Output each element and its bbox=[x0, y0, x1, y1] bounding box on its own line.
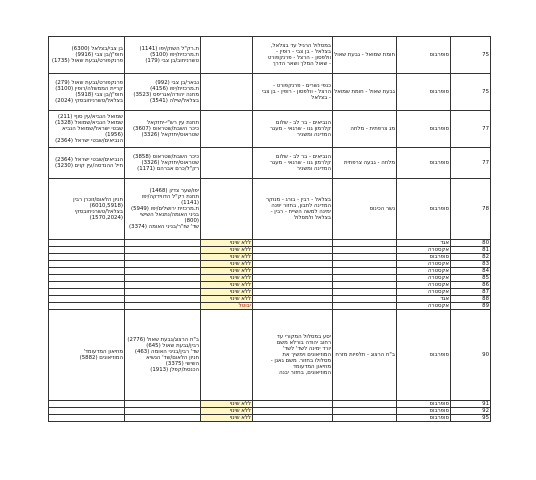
table-row bbox=[49, 179, 491, 240]
route-cell: במסלול הרגיל עד בצלאל, בצלאל - בן צבי - רופין - וולפסון - הרצל - פרנקפורט - שאול המלך ושאר הדרך bbox=[253, 37, 333, 74]
stops-added-cell: שמואל הנביא/עין סוף (211) שמואל הנביא/שמואל (1328) שבטי ישראל/שמואל הנביא (1956) הנביאים/שבטי ישראל (2364) bbox=[49, 111, 125, 148]
operator-cell: אגד bbox=[397, 296, 451, 303]
line-number-cell: 90 bbox=[451, 310, 491, 401]
stops-added-cell bbox=[49, 303, 125, 310]
status-cell: ללא שינוי bbox=[201, 289, 253, 296]
status-cell: ללא שינוי bbox=[201, 282, 253, 289]
stops-cancelled-cell bbox=[125, 401, 201, 408]
status-cell bbox=[201, 74, 253, 111]
line-number-cell: 95 bbox=[451, 415, 491, 422]
stops-added-cell bbox=[49, 254, 125, 261]
line-number-cell: 82 bbox=[451, 254, 491, 261]
stops-added-cell bbox=[49, 282, 125, 289]
direction-cell: גבעת שאול - חומת שמואל bbox=[333, 74, 397, 111]
route-cell bbox=[253, 240, 333, 247]
line-number-cell: 77 bbox=[451, 148, 491, 179]
table-row bbox=[49, 74, 491, 111]
operator-cell: סופרבוס bbox=[397, 179, 451, 240]
operator-cell: סופרבוס bbox=[397, 148, 451, 179]
table-row bbox=[49, 310, 491, 401]
line-number-cell: 89 bbox=[451, 303, 491, 310]
route-cell bbox=[253, 254, 333, 261]
stops-added-cell bbox=[49, 415, 125, 422]
table-body bbox=[49, 37, 491, 422]
operator-cell: סופרבוס bbox=[397, 37, 451, 74]
direction-cell bbox=[333, 261, 397, 268]
stops-added-cell bbox=[49, 261, 125, 268]
direction-cell bbox=[333, 401, 397, 408]
status-cell: יבוטל bbox=[201, 303, 253, 310]
status-cell: ללא שינוי bbox=[201, 261, 253, 268]
stops-cancelled-cell: תחנת עין רש"י-יחזקאל כיכר השבת/שטראוס (3607) שטראוס/יחזקאל (3326) bbox=[125, 111, 201, 148]
line-number-cell: 78 bbox=[451, 179, 491, 240]
operator-cell: אקסטרה bbox=[397, 247, 451, 254]
operator-cell: סופרבוס bbox=[397, 254, 451, 261]
operator-cell: סופרבוס bbox=[397, 401, 451, 408]
route-cell bbox=[253, 275, 333, 282]
status-cell bbox=[201, 37, 253, 74]
status-cell: ללא שינוי bbox=[201, 240, 253, 247]
stops-added-cell: פרנקפורט/גבעת שאול (279) קריית הממשלה/רופין (3100) חופ"ן/בן צבי (5918) בצלאל/טשרניחובסקי (2024) bbox=[49, 74, 125, 111]
status-cell: ללא שינוי bbox=[201, 254, 253, 261]
operator-cell: סופרבוס bbox=[397, 415, 451, 422]
stops-added-cell: מוזיאון המדעומד' המוזיאונים (5882) bbox=[49, 310, 125, 401]
route-cell bbox=[253, 296, 333, 303]
direction-cell bbox=[333, 268, 397, 275]
stops-added-cell bbox=[49, 296, 125, 303]
table-row bbox=[49, 408, 491, 415]
table-row bbox=[49, 275, 491, 282]
status-cell: ללא שינוי bbox=[201, 296, 253, 303]
direction-cell bbox=[333, 282, 397, 289]
route-changes-table bbox=[48, 36, 491, 422]
table-row bbox=[49, 254, 491, 261]
stops-cancelled-cell bbox=[125, 296, 201, 303]
line-number-cell: 91 bbox=[451, 401, 491, 408]
direction-cell: חומת שמואל - גבעת שאול bbox=[333, 37, 397, 74]
status-cell: ללא שינוי bbox=[201, 415, 253, 422]
stops-cancelled-cell bbox=[125, 415, 201, 422]
stops-added-cell bbox=[49, 275, 125, 282]
status-cell bbox=[201, 179, 253, 240]
operator-cell: אקסטרה bbox=[397, 303, 451, 310]
table-row bbox=[49, 401, 491, 408]
operator-cell: סופרבוס bbox=[397, 310, 451, 401]
table-row bbox=[49, 415, 491, 422]
table-row bbox=[49, 247, 491, 254]
stops-added-cell bbox=[49, 408, 125, 415]
stops-cancelled-cell bbox=[125, 303, 201, 310]
route-cell: הנביאים - בר לב - שלום קלרמון גנו - שרגאי - מעגר המדינה ומשניר bbox=[253, 148, 333, 179]
direction-cell bbox=[333, 247, 397, 254]
stops-cancelled-cell: נבאר/בן צבי (992) ת.מרכזית/יפו (4156) מחנה יהודה/אגריפס (3523) בצלאל/שילה (3541) bbox=[125, 74, 201, 111]
line-number-cell: 77 bbox=[451, 111, 491, 148]
stops-added-cell bbox=[49, 247, 125, 254]
route-cell bbox=[253, 303, 333, 310]
route-cell: בצלאל - רבין - בורג - מנוקר המדינה לתבון, בחזור יפנה ימינה למשה השייח - רבין - בצלאל ולמסלול bbox=[253, 179, 333, 240]
line-number-cell: 75 bbox=[451, 37, 491, 74]
stops-added-cell: חניון הלאום/זוכרן רבין (6010,5918) בצלאל/טשרניחובסקי (1570,2024) bbox=[49, 179, 125, 240]
direction-cell bbox=[333, 296, 397, 303]
status-cell bbox=[201, 310, 253, 401]
stops-cancelled-cell: יפו/שער צדק (1468) תחנת רק"ל הדווידקה/יפו (1141) ת.מרכזית ירושלים/יפו (5949) בניני האומה/נתנאל השישי (800) שד' שז"ר/בניני האומה (3374) bbox=[125, 179, 201, 240]
table-row bbox=[49, 37, 491, 74]
route-cell: כנפי נשרים - פרנקפורט - הרצל - וולפסון - רופין - בן צבי - בצלאל bbox=[253, 74, 333, 111]
operator-cell: אקסטרה bbox=[397, 282, 451, 289]
stops-added-cell bbox=[49, 240, 125, 247]
operator-cell: סופרבוס bbox=[397, 111, 451, 148]
operator-cell: סופרבוס bbox=[397, 74, 451, 111]
stops-cancelled-cell bbox=[125, 254, 201, 261]
status-cell: ללא שינוי bbox=[201, 247, 253, 254]
stops-cancelled-cell bbox=[125, 268, 201, 275]
route-cell bbox=[253, 289, 333, 296]
status-cell bbox=[201, 148, 253, 179]
operator-cell: אקסטרה bbox=[397, 275, 451, 282]
direction-cell bbox=[333, 415, 397, 422]
table-row bbox=[49, 296, 491, 303]
route-cell bbox=[253, 268, 333, 275]
direction-cell bbox=[333, 303, 397, 310]
direction-cell: מלחה - גבעה צרפתית bbox=[333, 148, 397, 179]
direction-cell: מג צרפתית - מלחה bbox=[333, 111, 397, 148]
stops-added-cell bbox=[49, 268, 125, 275]
table-row bbox=[49, 111, 491, 148]
table-row bbox=[49, 303, 491, 310]
stops-added-cell: הנביאים/שבטי ישראל (2364) חיל ההנדסה/עין קוים (3230) bbox=[49, 148, 125, 179]
stops-cancelled-cell bbox=[125, 247, 201, 254]
table-row bbox=[49, 289, 491, 296]
route-cell bbox=[253, 282, 333, 289]
status-cell: ללא שינוי bbox=[201, 401, 253, 408]
line-number-cell: 85 bbox=[451, 275, 491, 282]
operator-cell: אקסטרה bbox=[397, 261, 451, 268]
line-number-cell: 80 bbox=[451, 240, 491, 247]
stops-added-cell bbox=[49, 401, 125, 408]
direction-cell bbox=[333, 408, 397, 415]
stops-cancelled-cell bbox=[125, 261, 201, 268]
status-cell: ללא שינוי bbox=[201, 408, 253, 415]
route-cell bbox=[253, 261, 333, 268]
operator-cell: סופרבוס bbox=[397, 408, 451, 415]
stops-cancelled-cell bbox=[125, 289, 201, 296]
table-row bbox=[49, 282, 491, 289]
stops-cancelled-cell bbox=[125, 282, 201, 289]
route-cell bbox=[253, 415, 333, 422]
line-number-cell: 75 bbox=[451, 74, 491, 111]
status-cell: ללא שינוי bbox=[201, 268, 253, 275]
status-cell bbox=[201, 111, 253, 148]
table-row bbox=[49, 261, 491, 268]
line-number-cell: 88 bbox=[451, 296, 491, 303]
route-cell bbox=[253, 247, 333, 254]
direction-cell bbox=[333, 254, 397, 261]
direction-cell bbox=[333, 289, 397, 296]
route-cell: יסע במסלול המקורי עד רחוב יהודה בורלא משם יורד ימינה לשד' לשד' המוזיאונים וימשיך את מסלולו בחזור. משם גאנן - מוזיאון המדעומד המוזיאונים, בחזור יבנה bbox=[253, 310, 333, 401]
line-number-cell: 83 bbox=[451, 261, 491, 268]
line-number-cell: 84 bbox=[451, 268, 491, 275]
stops-added-cell bbox=[49, 289, 125, 296]
status-cell: ללא שינוי bbox=[201, 275, 253, 282]
stops-cancelled-cell: ת.רק"ל השוק/יפו (1141) ת.מרכזית/יפו (5100) טשרניחוב/בן צבי (179) bbox=[125, 37, 201, 74]
table-row bbox=[49, 268, 491, 275]
operator-cell: אקסטרה bbox=[397, 289, 451, 296]
table-row bbox=[49, 148, 491, 179]
route-cell bbox=[253, 408, 333, 415]
route-cell: הנביאים - בר לב - שלום קלרמון גנו - שרגאי - מעגר המדינה ומשניר bbox=[253, 111, 333, 148]
line-number-cell: 81 bbox=[451, 247, 491, 254]
stops-added-cell: בן צבי/בצלאל (6300) חופ"ן/בן צבי (9916) פרנקפורט/גבעת שאול (1735) bbox=[49, 37, 125, 74]
direction-cell bbox=[333, 240, 397, 247]
operator-cell: אקסטרה bbox=[397, 268, 451, 275]
stops-cancelled-cell: ב"ח הרצוג/גבעת שאול (2776) רבין/גבעת שאול (645) שד' רבין/בניני האומה (463) חניון הלאום/שד' הנשיא השישי (3375) הכנסת/קפלן (1913) bbox=[125, 310, 201, 401]
route-cell bbox=[253, 401, 333, 408]
stops-cancelled-cell bbox=[125, 240, 201, 247]
line-number-cell: 86 bbox=[451, 282, 491, 289]
table-row bbox=[49, 240, 491, 247]
operator-cell: אגד bbox=[397, 240, 451, 247]
direction-cell: נשר הכינוס bbox=[333, 179, 397, 240]
direction-cell: ב"ח הרצוג - תלפיות מזרח bbox=[333, 310, 397, 401]
stops-cancelled-cell: כיכר השבת/שטראוס (3858) שטראוס/יחזקאל (3326) רק"ל/כרם אברהם (1171) bbox=[125, 148, 201, 179]
line-number-cell: 92 bbox=[451, 408, 491, 415]
direction-cell bbox=[333, 275, 397, 282]
stops-cancelled-cell bbox=[125, 275, 201, 282]
line-number-cell: 87 bbox=[451, 289, 491, 296]
stops-cancelled-cell bbox=[125, 408, 201, 415]
